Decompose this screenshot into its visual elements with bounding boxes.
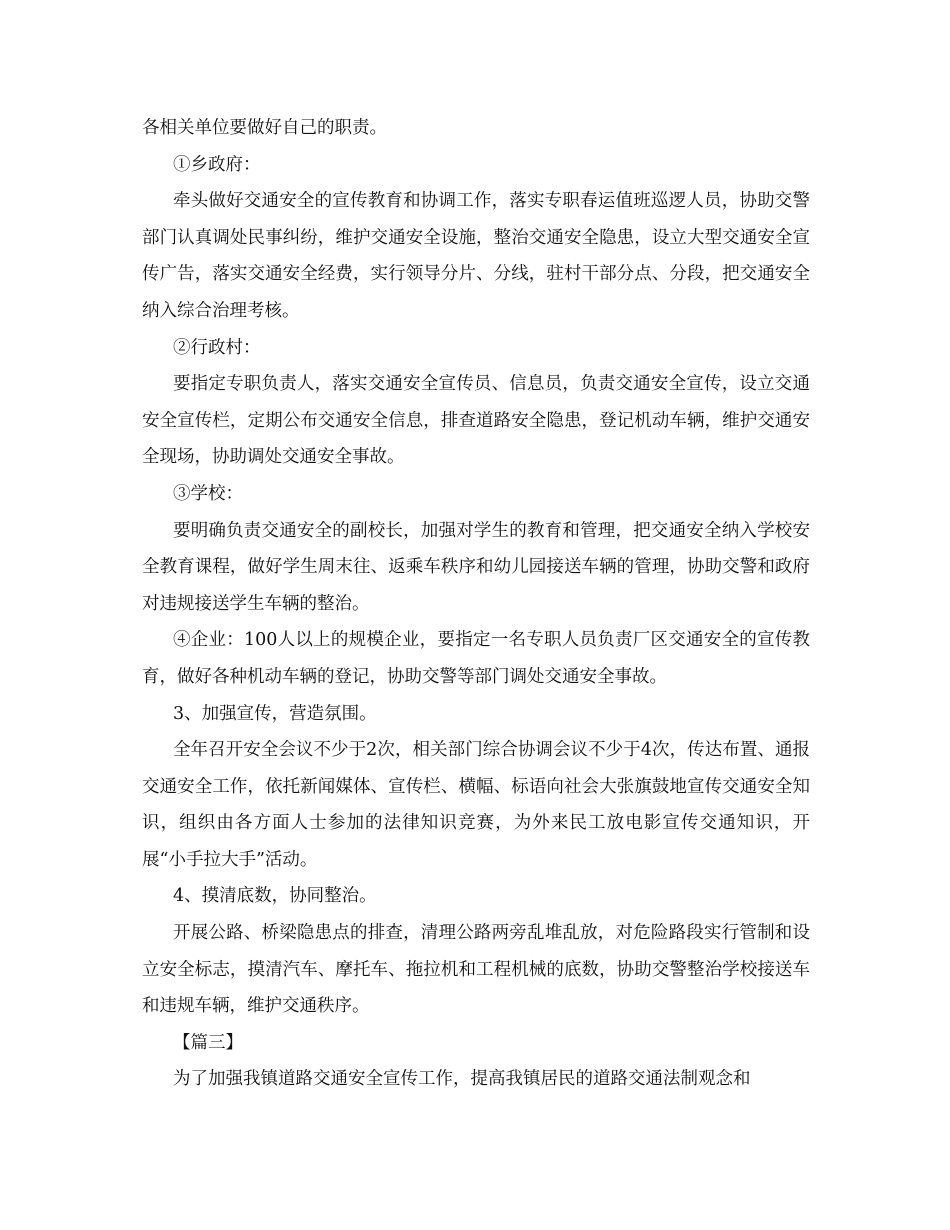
heading-investigation: 4、摸清底数，协同整治。 (173, 886, 377, 907)
document-body (142, 110, 810, 1098)
paragraph-continuation: 各相关单位要做好自己的职责。 (142, 118, 387, 138)
paragraph-investigation: 开展公路、桥梁隐患点的排查，清理公路两旁乱堆乱放，对危险路段实行管制和设立安全标志，摸清汽车、摩托车、拖拉机和工程机械的底数，协助交警整治学校接送车和违规车辆，维护交通秩序。 (142, 923, 810, 1017)
section-heading-part-three: 【篇三】 (173, 1032, 243, 1053)
paragraph-enterprise-duties: ④企业：100人以上的规模企业，要指定一名专职人员负责厂区交通安全的宣传教育，做好各种机动车辆的登记，协助交警等部门调处交通安全事故。 (142, 630, 810, 687)
heading-township-government: ①乡政府： (173, 154, 261, 175)
heading-administrative-village: ②行政村： (173, 337, 261, 358)
paragraph-part-three-intro: 为了加强我镇道路交通安全宣传工作，提高我镇居民的道路交通法制观念和 (173, 1069, 751, 1090)
paragraph-township-duties: 牵头做好交通安全的宣传教育和协调工作，落实专职春运值班巡逻人员，协助交警部门认真调处民事纠纷，维护交通安全设施，整治交通安全隐患，设立大型交通安全宣传广告，落实交通安全经费，实行领导分片、分线，驻村干部分点、分段，把交通安全纳入综合治理考核。 (142, 191, 810, 321)
paragraph-village-duties: 要指定专职负责人，落实交通安全宣传员、信息员，负责交通安全宣传，设立交通安全宣传栏，定期公布交通安全信息，排查道路安全隐患，登记机动车辆，维护交通安全现场，协助调处交通安全事故。 (142, 374, 810, 468)
paragraph-school-duties: 要明确负责交通安全的副校长，加强对学生的教育和管理，把交通安全纳入学校安全教育课程，做好学生周末往、返乘车秩序和幼儿园接送车辆的管理，协助交警和政府对违规接送学生车辆的整治。 (142, 520, 810, 614)
heading-publicity: 3、加强宣传，营造氛围。 (173, 703, 377, 724)
heading-school: ③学校： (173, 483, 243, 504)
paragraph-publicity: 全年召开安全会议不少于2次，相关部门综合协调会议不少于4次，传达布置、通报交通安全工作，依托新闻媒体、宣传栏、横幅、标语向社会大张旗鼓地宣传交通安全知识，组织由各方面人士参加的法律知识竞赛，为外来民工放电影宣传交通知识，开展“小手拉大手”活动。 (142, 740, 810, 870)
